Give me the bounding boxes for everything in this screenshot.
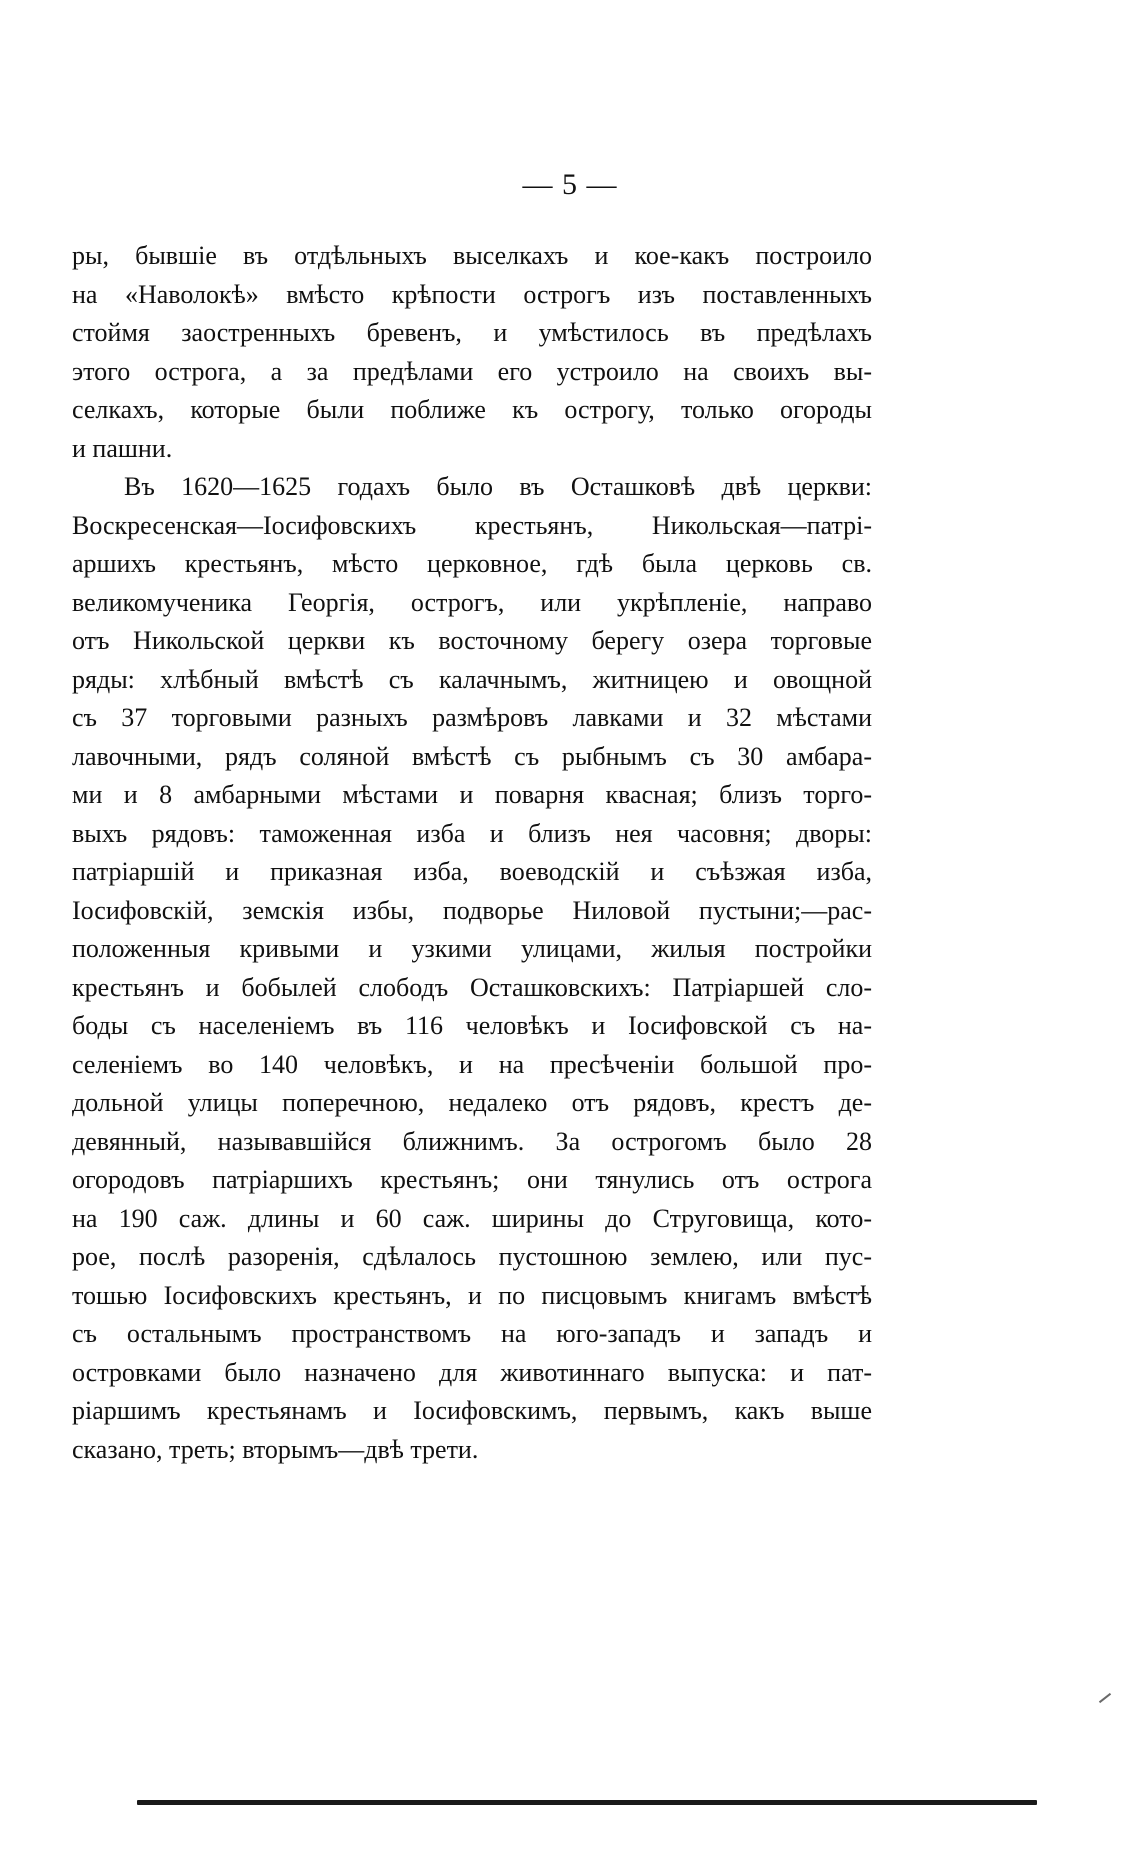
text-line: аршихъ крестьянъ, мѣсто церковное, гдѣ была церковь св. [72,549,872,578]
text-line: съ остальнымъ пространствомъ на юго-западъ и западъ и [72,1319,872,1348]
text-line: съ 37 торговыми разныхъ размѣровъ лавками и 32 мѣстами [72,703,872,732]
text-line: дольной улицы поперечною, недалеко отъ рядовъ, крестъ де- [72,1088,872,1117]
text-line: ры, бывшіе въ отдѣльныхъ выселкахъ и кое-какъ построило [72,241,872,270]
text-line: и пашни. [72,433,173,463]
text-line: на «Наволокѣ» вмѣсто крѣпости острогъ изъ поставленныхъ [72,279,872,309]
text-line: выхъ рядовъ: таможенная изба и близъ нея часовня; дворы: [72,818,872,848]
text-line: островками было назначено для животиннаго выпуска: и пат- [72,1357,872,1387]
stray-ink-mark [1099,1693,1111,1703]
text-line: ми и 8 амбарными мѣстами и поварня квасная; близъ торго- [72,780,872,809]
text-line: рое, послѣ разоренія, сдѣлалось пустошною землею, или пус- [72,1242,872,1271]
text-line: отъ Никольской церкви къ восточному берегу озера торговые [72,626,872,655]
text-line: сказано, треть; вторымъ—двѣ трети. [72,1434,479,1464]
text-line: стоймя заостренныхъ бревенъ, и умѣстилось въ предѣлахъ [72,318,872,347]
text-line: великомученика Георгія, острогъ, или укрѣпленіе, направо [72,587,872,617]
text-line: крестьянъ и бобылей слободъ Осташковскихъ: Патріаршей сло- [72,972,872,1002]
text-line: на 190 саж. длины и 60 саж. ширины до Струговища, кото- [72,1203,872,1233]
text-line: ряды: хлѣбный вмѣстѣ съ калачнымъ, житницею и овощной [72,664,872,694]
text-line: этого острога, а за предѣлами его устроило на своихъ вы- [72,356,872,386]
body-text [72,237,872,1469]
text-line: огородовъ патріаршихъ крестьянъ; они тянулись отъ острога [72,1165,872,1194]
page-number: — 5 — [522,168,618,201]
text-line: положенныя кривыми и узкими улицами, жилыя постройки [72,934,872,963]
text-line: Іосифовскій, земскія избы, подворье Ниловой пустыни;—рас- [72,895,872,925]
text-line: ріаршимъ крестьянамъ и Іосифовскимъ, первымъ, какъ выше [72,1396,872,1425]
bottom-rule [137,1800,1037,1805]
paragraph-first-line: Въ 1620—1625 годахъ было въ Осташковѣ двѣ церкви: [124,472,872,501]
text-line: селеніемъ во 140 человѣкъ, и на пресѣченіи большой про- [72,1049,872,1079]
text-line: тошью Іосифовскихъ крестьянъ, и по писцовымъ книгамъ вмѣстѣ [72,1280,872,1310]
text-line: патріаршій и приказная изба, воеводскій и съѣзжая изба, [72,857,872,886]
text-line: боды съ населеніемъ въ 116 человѣкъ и Іосифовской съ на- [72,1011,872,1040]
text-line: девянный, называвшійся ближнимъ. За острогомъ было 28 [72,1126,872,1156]
text-line: селкахъ, которые были поближе къ острогу, только огороды [72,395,872,424]
text-line: лавочными, рядъ соляной вмѣстѣ съ рыбнымъ съ 30 амбара- [72,741,872,771]
text-line: Воскресенская—Іосифовскихъ крестьянъ, Никольская—патрі- [72,510,872,540]
